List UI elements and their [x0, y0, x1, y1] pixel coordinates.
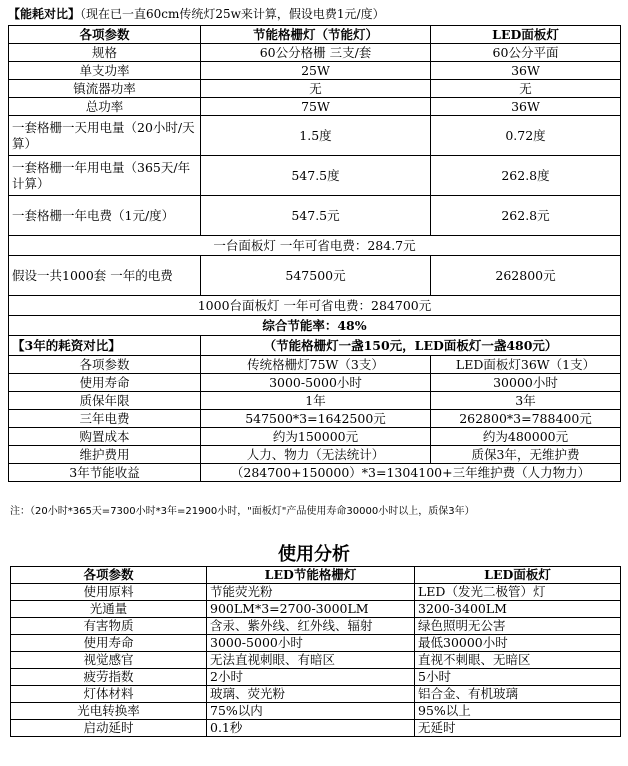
table-row: [9, 296, 621, 316]
table-row: [9, 316, 621, 336]
header-cell: 节能格栅灯（节能灯）: [201, 26, 431, 44]
table-row: [9, 446, 621, 464]
param-cell: 使用寿命: [9, 374, 201, 392]
table-row: [9, 392, 621, 410]
param-cell: 总功率: [9, 98, 201, 116]
value-cell: 95%以上: [415, 703, 621, 720]
value-cell: 节能荧光粉: [207, 584, 415, 601]
table-row: [9, 156, 621, 196]
header-cell: 各项参数: [11, 567, 207, 584]
energy-header-title: 【能耗对比】: [8, 7, 81, 21]
value-cell: 547.5元: [201, 196, 431, 236]
table-row: [11, 669, 621, 686]
value-cell: 36W: [431, 98, 621, 116]
param-cell: 光电转换率: [11, 703, 207, 720]
param-cell: 规格: [9, 44, 201, 62]
value-cell: 人力、物力（无法统计）: [201, 446, 431, 464]
value-cell: 75W: [201, 98, 431, 116]
value-cell: 36W: [431, 62, 621, 80]
value-cell: 2小时: [207, 669, 415, 686]
param-cell: 使用寿命: [11, 635, 207, 652]
param-cell: 灯体材料: [11, 686, 207, 703]
value-cell: 0.72度: [431, 116, 621, 156]
table-header-row: [11, 567, 621, 584]
table-row: [11, 652, 621, 669]
param-cell: 疲劳指数: [11, 669, 207, 686]
overall-saving-value: 48%: [337, 317, 367, 333]
table-row: [9, 196, 621, 236]
value-cell: 262800*3=788400元: [431, 410, 621, 428]
value-cell: 玻璃、荧光粉: [207, 686, 415, 703]
value-cell: 3000-5000小时: [207, 635, 415, 652]
value-cell: 3年: [431, 392, 621, 410]
table-row: [9, 428, 621, 446]
table-row: [9, 98, 621, 116]
table-row: [9, 236, 621, 256]
table-row: [9, 116, 621, 156]
param-cell: 一套格栅一年用电量（365天/年计算）: [9, 156, 201, 196]
value-cell: 绿色照明无公害: [415, 618, 621, 635]
overall-saving-label: 综合节能率：: [262, 317, 338, 333]
table-row: [11, 720, 621, 737]
value-cell: 含汞、紫外线、红外线、辐射: [207, 618, 415, 635]
table-row: [11, 618, 621, 635]
value-cell: 最低30000小时: [415, 635, 621, 652]
usage-analysis-table: [10, 566, 621, 737]
value-cell: 无: [431, 80, 621, 98]
value-cell: 1.5度: [201, 116, 431, 156]
table-row: [9, 336, 621, 356]
table-row: [9, 256, 621, 296]
value-cell: 25W: [201, 62, 431, 80]
value-cell: 无延时: [415, 720, 621, 737]
param-cell: 购置成本: [9, 428, 201, 446]
footnote: 注：（20小时*365天=7300小时*3年=21900小时，"面板灯"产品使用寿命30000小时以上，质保3年）: [10, 506, 475, 517]
invest-title-cell: 【3年的耗资对比】: [9, 336, 201, 356]
value-cell: 262.8元: [431, 196, 621, 236]
value-cell: 直视不刺眼、无暗区: [415, 652, 621, 669]
value-cell: 3000-5000小时: [201, 374, 431, 392]
overall-saving-cell: [9, 316, 621, 336]
table-row: [11, 584, 621, 601]
value-cell: 30000小时: [431, 374, 621, 392]
energy-header: [8, 5, 385, 22]
value-cell: 5小时: [415, 669, 621, 686]
table-row: [11, 703, 621, 720]
value-cell: 900LM*3=2700-3000LM: [207, 601, 415, 618]
table-row: [9, 44, 621, 62]
header-cell: LED节能格栅灯: [207, 567, 415, 584]
param-cell: 维护费用: [9, 446, 201, 464]
benefit-value-cell: （284700+150000）*3=1304100+三年维护费（人力物力）: [201, 464, 621, 482]
value-cell: 质保3年，无维护费: [431, 446, 621, 464]
energy-header-note: （现在已一直60cm传统灯25w来计算，假设电费1元/度）: [80, 7, 385, 21]
table-row: [9, 464, 621, 482]
param-cell: 使用原料: [11, 584, 207, 601]
saving-one-cell: 一台面板灯 一年可省电费：284.7元: [9, 236, 621, 256]
usage-analysis-title: 使用分析: [278, 544, 350, 565]
param-cell: 三年电费: [9, 410, 201, 428]
value-cell: LED面板灯36W（1支）: [431, 356, 621, 374]
param-cell: 质保年限: [9, 392, 201, 410]
param-cell: 单支功率: [9, 62, 201, 80]
param-cell: 一套格栅一天用电量（20小时/天算）: [9, 116, 201, 156]
param-cell: 一套格栅一年电费（1元/度）: [9, 196, 201, 236]
value-cell: 无法直视刺眼、有暗区: [207, 652, 415, 669]
table-row: [9, 80, 621, 98]
param-cell: 镇流器功率: [9, 80, 201, 98]
value-cell: 60公分平面: [431, 44, 621, 62]
value-cell: 传统格栅灯75W（3支）: [201, 356, 431, 374]
param-cell: 有害物质: [11, 618, 207, 635]
value-cell: 约为150000元: [201, 428, 431, 446]
param-cell: 视觉感官: [11, 652, 207, 669]
value-cell: 3200-3400LM: [415, 601, 621, 618]
value-cell: 60公分格栅 三支/套: [201, 44, 431, 62]
value-cell: LED（发光二极管）灯: [415, 584, 621, 601]
energy-comparison-table: [8, 25, 621, 482]
param-cell: 启动延时: [11, 720, 207, 737]
value-cell: 75%以内: [207, 703, 415, 720]
invest-subtitle-cell: （节能格栅灯一盏150元，LED面板灯一盏480元）: [201, 336, 621, 356]
table-row: [11, 635, 621, 652]
value-cell: 262800元: [431, 256, 621, 296]
header-cell: 各项参数: [9, 26, 201, 44]
value-cell: 547500*3=1642500元: [201, 410, 431, 428]
value-cell: 0.1秒: [207, 720, 415, 737]
param-cell: 3年节能收益: [9, 464, 201, 482]
value-cell: 262.8度: [431, 156, 621, 196]
table-row: [9, 356, 621, 374]
param-cell: 光通量: [11, 601, 207, 618]
table-row: [9, 410, 621, 428]
param-cell: 各项参数: [9, 356, 201, 374]
value-cell: 547.5度: [201, 156, 431, 196]
value-cell: 1年: [201, 392, 431, 410]
header-cell: LED面板灯: [415, 567, 621, 584]
value-cell: 547500元: [201, 256, 431, 296]
param-cell: 假设一共1000套 一年的电费: [9, 256, 201, 296]
saving-1000-cell: 1000台面板灯 一年可省电费：284700元: [9, 296, 621, 316]
table-row: [9, 62, 621, 80]
table-row: [9, 374, 621, 392]
table-row: [11, 686, 621, 703]
table-header-row: [9, 26, 621, 44]
value-cell: 无: [201, 80, 431, 98]
value-cell: 约为480000元: [431, 428, 621, 446]
value-cell: 铝合金、有机玻璃: [415, 686, 621, 703]
header-cell: LED面板灯: [431, 26, 621, 44]
table-row: [11, 601, 621, 618]
